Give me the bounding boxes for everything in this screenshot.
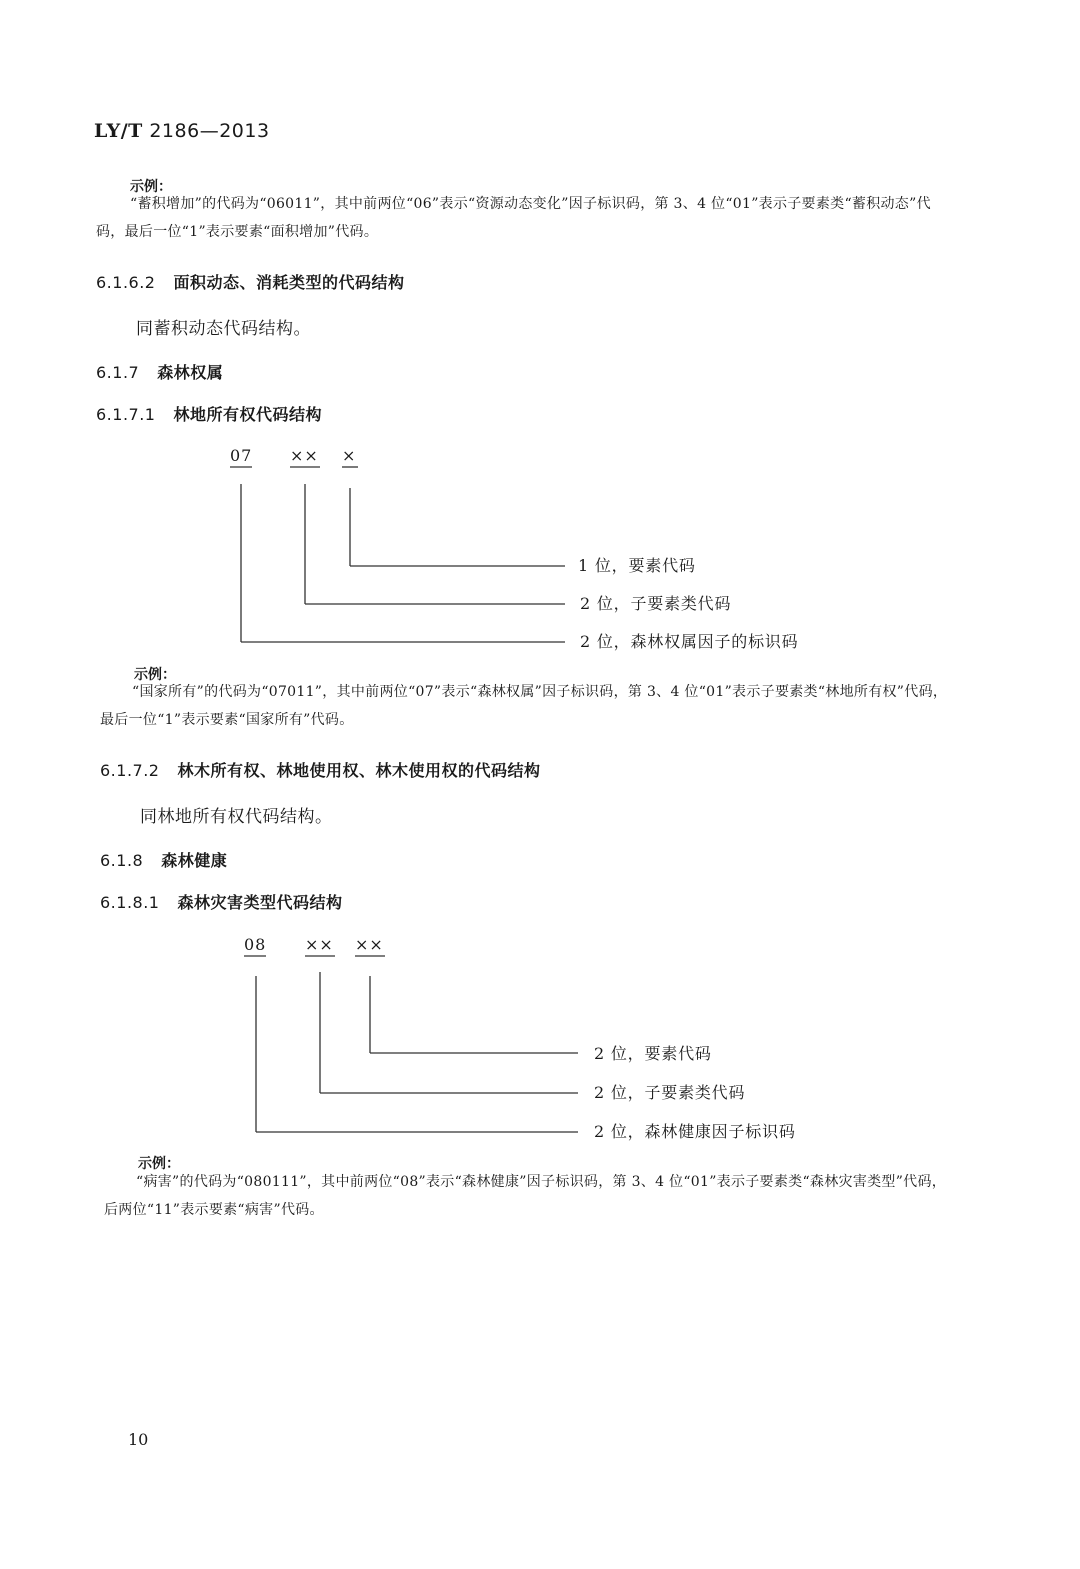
diagram-label-element: 1 位，要素代码 — [578, 556, 696, 575]
code-segment-factor: 07 — [230, 446, 253, 465]
example-text-2: “国家所有”的代码为“07011”，其中前两位“07”表示“森林权属”因子标识码，第 3、4 位“01”表示子要素类“林地所有权”代码，最后一位“1”表示要素“国家所有”代码。 — [100, 684, 948, 728]
code-segment-element: × — [342, 446, 357, 465]
example-text-1: “蓄积增加”的代码为“06011”，其中前两位“06”表示“资源动态变化”因子标识码，第 3、4 位“01”表示子要素类“蓄积动态”代码，最后一位“1”表示要素“面积增加”代码。 — [96, 196, 931, 240]
page-number: 10 — [128, 1430, 149, 1449]
section-title: 森林权属 — [157, 363, 224, 382]
diagram-label-element: 2 位，要素代码 — [594, 1044, 712, 1063]
code-segment-element: ×× — [355, 935, 384, 954]
section-heading-6-1-7 — [96, 360, 223, 383]
section-heading-6-1-8-1 — [100, 890, 343, 913]
example-label-1: 示例： — [130, 179, 172, 195]
section-number: 6.1.7 — [96, 363, 140, 382]
diagram-label-factor: 2 位，森林权属因子的标识码 — [580, 632, 799, 651]
code-segment-subclass: ×× — [305, 935, 334, 954]
section-heading-6-1-6-2 — [96, 270, 405, 293]
section-heading-6-1-8 — [100, 848, 227, 871]
code-segment-factor: 08 — [244, 935, 267, 954]
section-title: 林地所有权代码结构 — [173, 405, 322, 424]
diagram-label-subclass: 2 位，子要素类代码 — [594, 1083, 746, 1102]
paragraph-6-1-7-2: 同林地所有权代码结构。 — [140, 807, 333, 827]
section-heading-6-1-7-2 — [100, 758, 541, 781]
standard-number: 2186—2013 — [149, 120, 270, 142]
section-number: 6.1.7.2 — [100, 761, 160, 780]
section-number: 6.1.8 — [100, 851, 144, 870]
example-label-3: 示例： — [138, 1156, 180, 1172]
section-title: 森林健康 — [161, 851, 228, 870]
diagram-label-subclass: 2 位，子要素类代码 — [580, 594, 732, 613]
section-number: 6.1.6.2 — [96, 273, 156, 292]
paragraph-6-1-6-2: 同蓄积动态代码结构。 — [136, 319, 311, 339]
section-title: 林木所有权、林地使用权、林木使用权的代码结构 — [177, 761, 541, 780]
standard-code — [94, 120, 270, 142]
section-title: 面积动态、消耗类型的代码结构 — [173, 273, 405, 292]
section-title: 森林灾害类型代码结构 — [177, 893, 343, 912]
section-number: 6.1.8.1 — [100, 893, 160, 912]
example-label-2: 示例： — [134, 667, 176, 683]
section-heading-6-1-7-1 — [96, 402, 322, 425]
standard-prefix: LY/T — [94, 120, 143, 142]
code-segment-subclass: ×× — [290, 446, 319, 465]
example-text-3: “病害”的代码为“080111”，其中前两位“08”表示“森林健康”因子标识码，第 3、4 位“01”表示子要素类“森林灾害类型”代码，后两位“11”表示要素“病害”代码。 — [104, 1174, 947, 1218]
diagram-label-factor: 2 位，森林健康因子标识码 — [594, 1122, 796, 1141]
section-number: 6.1.7.1 — [96, 405, 156, 424]
